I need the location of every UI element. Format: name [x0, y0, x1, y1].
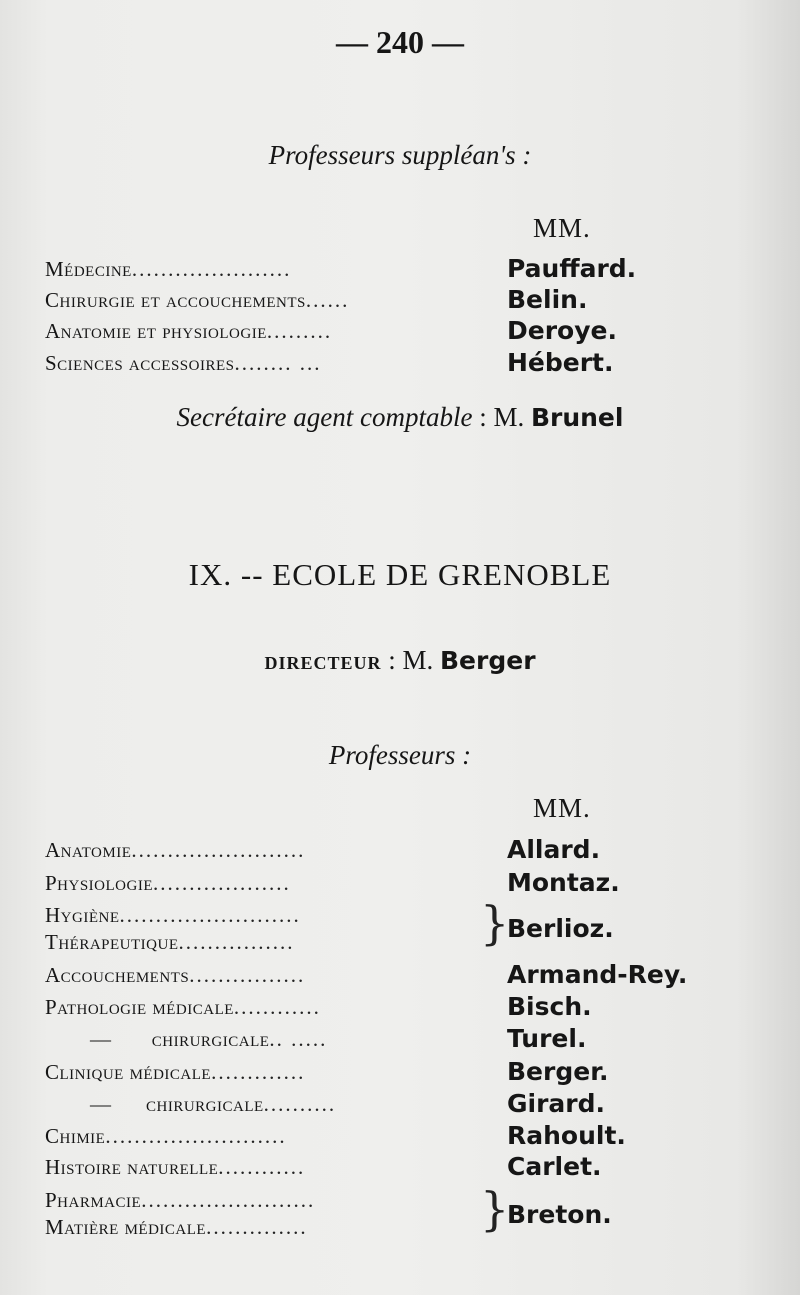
list-row	[45, 1152, 735, 1187]
subject-label: — chirurgicale	[90, 1092, 264, 1116]
section2-heading: Professeurs :	[328, 740, 472, 770]
leader-dots: ..........	[263, 1092, 337, 1116]
brace-mark: }	[480, 896, 510, 950]
subject-label: Chimie	[45, 1124, 106, 1148]
list-row	[45, 1215, 735, 1247]
subject-label: Thérapeutique	[45, 930, 179, 954]
professor-name: Bisch.	[507, 992, 592, 1021]
leader-dots: ...................	[153, 871, 291, 895]
secretaire-sep: : M.	[472, 402, 531, 432]
subject-label: Histoire naturelle	[45, 1155, 219, 1179]
leader-dots: ..............	[206, 1215, 308, 1239]
leader-dots: ......................	[131, 257, 292, 281]
subject-label: Pharmacie	[45, 1188, 142, 1212]
professor-name: Montaz.	[507, 868, 620, 897]
list-row	[45, 992, 735, 1027]
leader-dots: ................	[178, 930, 295, 954]
leader-dots: ................	[189, 963, 306, 987]
list-row	[45, 1024, 735, 1059]
subject-label: Hygiène	[45, 903, 120, 927]
list-row	[45, 254, 735, 289]
directeur-sep: : M.	[381, 645, 440, 675]
directeur-line	[0, 645, 800, 676]
subject-label: Chirurgie et accouchements	[45, 288, 306, 312]
subject-label: Pathologie médicale	[45, 995, 234, 1019]
professor-name: Hébert.	[507, 348, 614, 377]
list-row	[45, 930, 735, 962]
page-number: — 240 —	[336, 24, 464, 60]
professor-name: Carlet.	[507, 1152, 602, 1181]
leader-dots: ............	[233, 995, 321, 1019]
leader-dots: ........................	[131, 838, 306, 862]
list-row	[45, 835, 735, 870]
professor-name: Rahoult.	[507, 1121, 626, 1150]
list-row	[45, 1121, 735, 1156]
professor-name: Pauffard.	[507, 254, 637, 283]
leader-dots: ........ ...	[234, 351, 322, 375]
subject-label: Matière médicale	[45, 1215, 207, 1239]
leader-dots: ............	[218, 1155, 306, 1179]
professor-name: Berger.	[507, 1057, 609, 1086]
brace-mark: }	[480, 1182, 510, 1236]
professor-name: Breton.	[507, 1200, 612, 1229]
leader-dots: .............	[211, 1060, 306, 1084]
professor-name: Belin.	[507, 285, 588, 314]
professor-name: Berlioz.	[507, 914, 614, 943]
professor-name: Deroye.	[507, 316, 617, 345]
leader-dots: .. .....	[269, 1027, 328, 1051]
list-row	[45, 285, 735, 320]
secretaire-line	[0, 402, 800, 433]
secretaire-name: Brunel	[530, 403, 624, 432]
leader-dots: .........................	[119, 903, 301, 927]
subject-label: Physiologie	[45, 871, 153, 895]
subject-label: Médecine	[45, 257, 132, 281]
leader-dots: ......	[305, 288, 350, 312]
secretaire-label: Secrétaire agent comptable	[176, 402, 473, 432]
section1-mm: MM.	[533, 213, 591, 243]
school-title: IX. -- ECOLE DE GRENOBLE	[188, 557, 612, 592]
subject-label: Clinique médicale	[45, 1060, 212, 1084]
list-row	[45, 348, 735, 383]
professor-name: Girard.	[507, 1089, 606, 1118]
leader-dots: .........	[266, 319, 333, 343]
professor-name: Armand-Rey.	[507, 960, 688, 989]
subject-label: — chirurgicale	[90, 1027, 270, 1051]
list-row	[45, 316, 735, 351]
subject-label: Anatomie et physiologie	[45, 319, 267, 343]
leader-dots: ........................	[141, 1188, 316, 1212]
section1-heading: Professeurs suppléan's :	[268, 140, 532, 170]
professor-name: Allard.	[507, 835, 601, 864]
subject-label: Sciences accessoires	[45, 351, 235, 375]
professor-name: Turel.	[507, 1024, 587, 1053]
leader-dots: .........................	[105, 1124, 287, 1148]
list-row	[45, 960, 735, 995]
list-row	[45, 1089, 735, 1124]
list-row	[45, 1057, 735, 1092]
section2-mm: MM.	[533, 793, 591, 823]
directeur-name: Berger	[440, 646, 536, 675]
subject-label: Accouchements	[45, 963, 190, 987]
list-row	[45, 868, 735, 903]
subject-label: Anatomie	[45, 838, 132, 862]
directeur-label: DIRECTEUR	[264, 653, 382, 673]
